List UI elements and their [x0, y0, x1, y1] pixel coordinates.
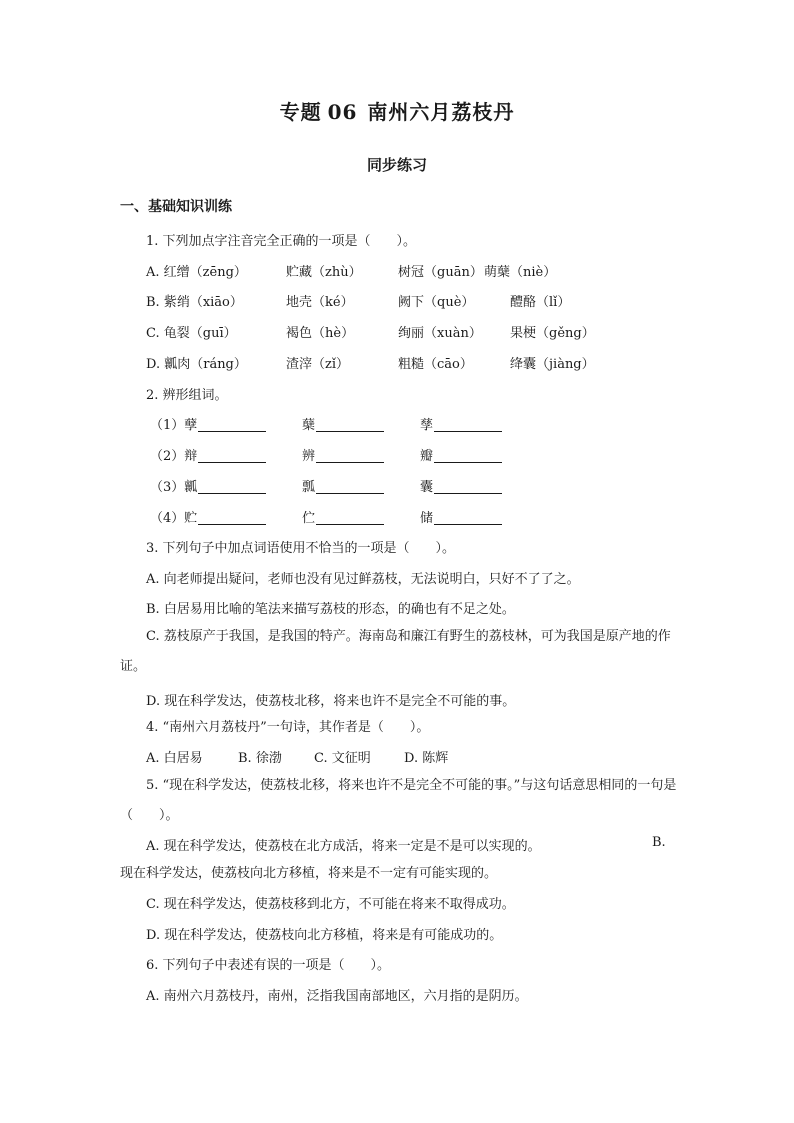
- q2-row-3-b: [302, 476, 384, 495]
- q1-stem: 1. 下列加点字注音完全正确的一项是（ ）。: [146, 234, 417, 249]
- q2-char: 贮: [184, 511, 198, 526]
- title-main: 南州六月荔枝丹: [367, 100, 515, 124]
- q2-stem: 2. 辨形组词。: [146, 388, 228, 403]
- answer-blank[interactable]: [316, 417, 384, 432]
- q3-option-d: D. 现在科学发达，使荔枝北移，将来也许不是完全不可能的事。: [146, 694, 516, 709]
- q1-option-b-2: 地壳（ké）: [286, 295, 354, 310]
- q5-option-c: C. 现在科学发达，使荔枝移到北方，不可能在将来不取得成功。: [146, 897, 515, 912]
- q1-option-a-2: 贮藏（zhù）: [286, 265, 362, 280]
- section-heading: 一、基础知识训练: [120, 199, 232, 215]
- q2-row-2: （2）辩: [150, 445, 266, 464]
- q2-char: 瓢: [302, 480, 316, 495]
- q1-option-a-3: 树冠（guān）: [398, 265, 483, 280]
- answer-blank[interactable]: [316, 448, 384, 463]
- answer-blank[interactable]: [434, 510, 502, 525]
- q2-row-4-b: [302, 507, 384, 526]
- q4-option-b: B. 徐渤: [238, 751, 282, 766]
- q2-row-3-c: [420, 476, 502, 495]
- answer-blank[interactable]: [434, 479, 502, 494]
- document-subtitle: 同步练习: [366, 156, 427, 174]
- q5-stem: 5. “现在科学发达，使荔枝北移，将来也许不是完全不可能的事。”与这句话意思相同的一句是（ ）。: [120, 778, 677, 823]
- q2-row-4: （4）贮: [150, 507, 266, 526]
- q1-option-b-4: 醴酪（lǐ）: [510, 295, 571, 310]
- q2-row-2-b: [302, 445, 384, 464]
- q3-option-c: C. 荔枝原产于我国，是我国的特产。海南岛和廉江有野生的荔枝林，可为我国是原产地的作证。: [120, 629, 671, 674]
- q1-option-d-4: 绛囊（jiàng）: [510, 357, 595, 372]
- q2-char: 瓣: [420, 449, 434, 464]
- q2-char: 孽: [184, 418, 198, 433]
- q1-option-c-2: 褐色（hè）: [286, 326, 355, 341]
- q5-option-a: A. 现在科学发达，使荔枝在北方成活，将来一定是不是可以实现的。: [146, 839, 541, 854]
- q2-char: 囊: [420, 480, 434, 495]
- q5-option-b-label: B.: [652, 835, 666, 850]
- q2-row-1-c: [420, 414, 502, 433]
- document-title: [0, 96, 794, 125]
- q4-stem: 4. “南州六月荔枝丹”一句诗，其作者是（ ）。: [146, 720, 430, 735]
- q3-stem: 3. 下列句子中加点词语使用不恰当的一项是（ ）。: [146, 541, 456, 556]
- q2-row-2-c: [420, 445, 502, 464]
- q2-char: 辩: [184, 449, 198, 464]
- q2-char: 孳: [420, 418, 434, 433]
- q2-char: 辨: [302, 449, 316, 464]
- q4-option-c: C. 文征明: [314, 751, 371, 766]
- answer-blank[interactable]: [434, 448, 502, 463]
- q4-option-a: A. 白居易: [146, 751, 203, 766]
- q4-option-d: D. 陈辉: [404, 751, 449, 766]
- q2-char: 储: [420, 511, 434, 526]
- q1-option-b-3: 阙下（què）: [398, 295, 475, 310]
- q1-option-a-4: 萌蘖（niè）: [484, 265, 557, 280]
- q1-option-d-2: 渣滓（zǐ）: [286, 357, 350, 372]
- q2-char: 蘖: [302, 418, 316, 433]
- q1-option-d-3: 粗糙（cāo）: [398, 357, 473, 372]
- q1-option-a-1: A. 红缯（zēng）: [146, 265, 247, 280]
- q6-stem: 6. 下列句子中表述有误的一项是（ ）。: [146, 958, 391, 973]
- q2-row-1: （1）孽: [150, 414, 266, 433]
- q3-option-b: B. 白居易用比喻的笔法来描写荔枝的形态，的确也有不足之处。: [146, 602, 515, 617]
- answer-blank[interactable]: [198, 448, 266, 463]
- answer-blank[interactable]: [316, 510, 384, 525]
- q1-option-d-1: D. 瓤肉（ráng）: [146, 357, 247, 372]
- q2-char: 瓤: [184, 480, 198, 495]
- q1-option-c-4: 果梗（gěng）: [510, 326, 595, 341]
- answer-blank[interactable]: [316, 479, 384, 494]
- q1-option-c-1: C. 龟裂（guī）: [146, 326, 237, 341]
- q2-row-4-c: [420, 507, 502, 526]
- q2-char: 伫: [302, 511, 316, 526]
- answer-blank[interactable]: [198, 417, 266, 432]
- answer-blank[interactable]: [434, 417, 502, 432]
- title-number: 06: [327, 100, 358, 124]
- title-prefix: 专题: [279, 100, 322, 124]
- q6-option-a: A. 南州六月荔枝丹，南州，泛指我国南部地区，六月指的是阴历。: [146, 989, 528, 1004]
- q1-option-c-3: 绚丽（xuàn）: [398, 326, 482, 341]
- q3-option-a: A. 向老师提出疑问，老师也没有见过鲜荔枝，无法说明白，只好不了了之。: [146, 572, 580, 587]
- answer-blank[interactable]: [198, 479, 266, 494]
- q2-row-3: （3）瓤: [150, 476, 266, 495]
- q5-option-b: 现在科学发达，使荔枝向北方移植，将来是不一定有可能实现的。: [120, 866, 498, 881]
- q1-option-b-1: B. 紫绡（xiāo）: [146, 295, 243, 310]
- answer-blank[interactable]: [198, 510, 266, 525]
- q2-row-1-b: [302, 414, 384, 433]
- q5-option-d: D. 现在科学发达，使荔枝向北方移植，将来是有可能成功的。: [146, 928, 503, 943]
